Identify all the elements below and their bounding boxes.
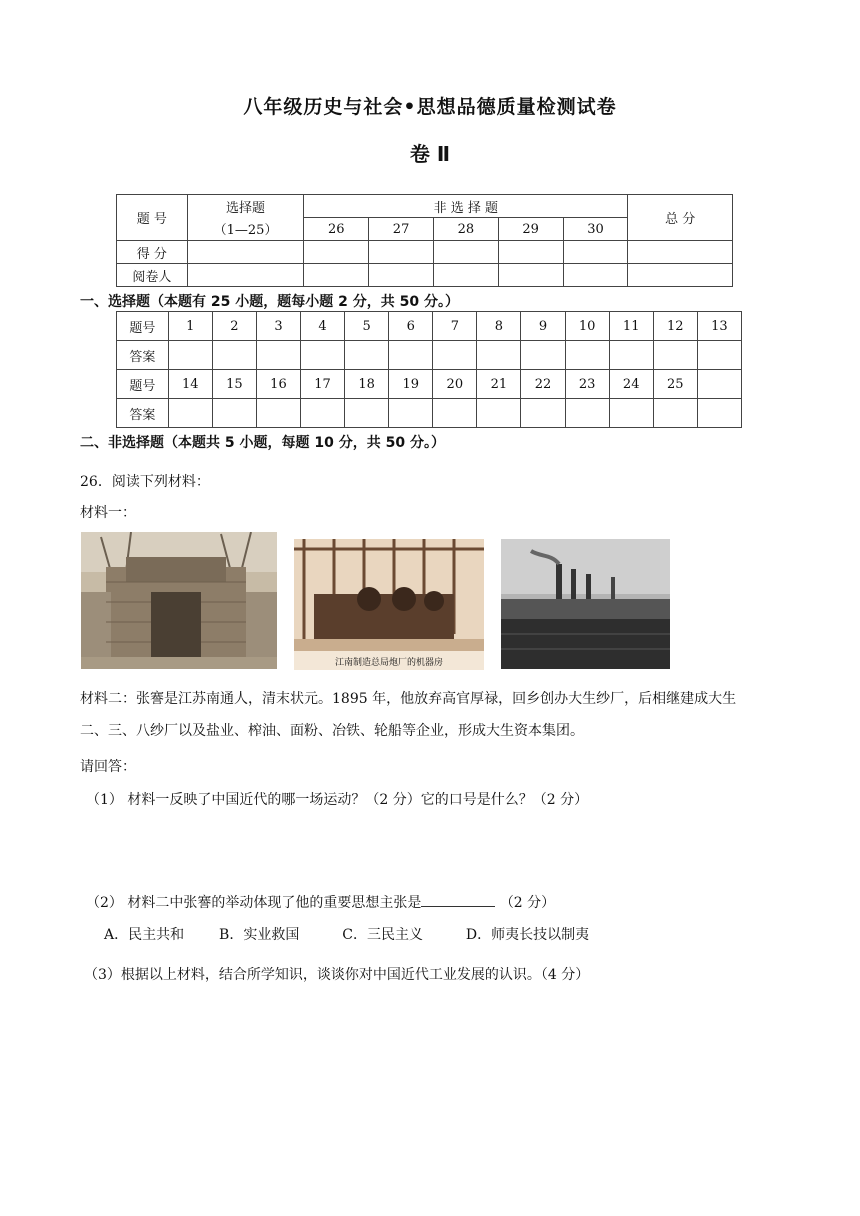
question-number: 5 (345, 312, 389, 341)
question-number: 22 (521, 370, 565, 399)
answer-number-row-2 (117, 370, 742, 399)
question-number: 3 (256, 312, 300, 341)
score-cell[interactable] (304, 241, 369, 264)
gate-building-image (81, 532, 277, 669)
answer-cell[interactable] (565, 399, 609, 428)
reviewer-cell[interactable] (628, 264, 733, 287)
answer-cell[interactable] (168, 399, 212, 428)
question-number: 24 (609, 370, 653, 399)
answer-cell[interactable] (433, 399, 477, 428)
question-number: 14 (168, 370, 212, 399)
score-cell[interactable] (433, 241, 498, 264)
reviewer-cell[interactable] (433, 264, 498, 287)
factory-chimneys-image (501, 539, 670, 669)
answer-cell[interactable] (609, 399, 653, 428)
material2-line1: 材料二：张謇是江苏南通人，清末状元。1895 年，他放弃高官厚禄，回乡创办大生纱厂，后相继建成大生 (80, 691, 737, 707)
material1-photo-factory (501, 539, 670, 669)
score-cell[interactable] (369, 241, 434, 264)
answer-cell[interactable] (477, 341, 521, 370)
answer-cell[interactable] (256, 341, 300, 370)
answer-blank[interactable] (421, 894, 495, 907)
question-number: 4 (301, 312, 345, 341)
material1-photo-gate (81, 532, 277, 669)
option-a[interactable]: A．民主共和 (104, 927, 185, 943)
choice-header: 选择题 (187, 195, 304, 218)
reviewer-cell[interactable] (304, 264, 369, 287)
option-b[interactable]: B．实业救国 (219, 927, 300, 943)
answer-cell[interactable] (433, 341, 477, 370)
material1-label: 材料一： (80, 505, 136, 521)
sub-question-2-points: （2 分） (499, 895, 556, 911)
answer-cell[interactable] (521, 341, 565, 370)
sub-question-1: （1） 材料一反映了中国近代的哪一场运动？（2 分）它的口号是什么？（2 分） (86, 792, 589, 808)
score-col-29: 29 (498, 218, 563, 241)
sub-question-3: （3）根据以上材料，结合所学知识，谈谈你对中国近代工业发展的认识。（4 分） (84, 967, 590, 983)
reviewer-row-label: 阅卷人 (117, 264, 188, 287)
exam-title: 八年级历史与社会•思想品德质量检测试卷 (243, 96, 617, 118)
answer-cell[interactable] (565, 341, 609, 370)
question-number: 19 (389, 370, 433, 399)
answer-row-2 (117, 399, 742, 428)
sub-question-2-text: （2） 材料二中张謇的举动体现了他的重要思想主张是 (86, 895, 422, 911)
score-row-label: 得 分 (117, 241, 188, 264)
reviewer-cell[interactable] (563, 264, 628, 287)
question-number: 9 (521, 312, 565, 341)
options-row (104, 924, 589, 944)
answer-number-row-1 (117, 312, 742, 341)
answer-cell[interactable] (301, 399, 345, 428)
question-number: 20 (433, 370, 477, 399)
question-number: 13 (697, 312, 741, 341)
answer-cell[interactable] (212, 399, 256, 428)
answer-cell[interactable] (697, 399, 741, 428)
score-col-30: 30 (563, 218, 628, 241)
sub-question-2 (86, 892, 555, 912)
question-number: 1 (168, 312, 212, 341)
answer-cell[interactable] (389, 341, 433, 370)
material1-photo-machine-room (294, 539, 484, 670)
answer-cell[interactable] (653, 341, 697, 370)
question-number: 18 (345, 370, 389, 399)
score-col-26: 26 (304, 218, 369, 241)
question-number: 8 (477, 312, 521, 341)
reviewer-cell[interactable] (369, 264, 434, 287)
option-d[interactable]: D．师夷长技以制夷 (465, 927, 590, 943)
answer-no-label: 题号 (117, 370, 169, 399)
score-table (116, 194, 733, 287)
reviewer-row (117, 264, 733, 287)
answer-cell[interactable] (168, 341, 212, 370)
question-number: 25 (653, 370, 697, 399)
score-col-27: 27 (369, 218, 434, 241)
score-row (117, 241, 733, 264)
question-number: 11 (609, 312, 653, 341)
option-c[interactable]: C．三民主义 (342, 927, 423, 943)
answer-cell[interactable] (697, 341, 741, 370)
question-number: 15 (212, 370, 256, 399)
answer-prompt: 请回答： (80, 759, 136, 775)
section1-heading: 一、选择题（本题有 25 小题，题每小题 2 分，共 50 分。） (80, 294, 459, 310)
question-number: 6 (389, 312, 433, 341)
answer-cell[interactable] (345, 341, 389, 370)
answer-cell[interactable] (521, 399, 565, 428)
question-number: 21 (477, 370, 521, 399)
answer-cell[interactable] (345, 399, 389, 428)
question-number: 17 (301, 370, 345, 399)
answer-row-1 (117, 341, 742, 370)
score-cell[interactable] (563, 241, 628, 264)
answer-cell[interactable] (653, 399, 697, 428)
question-no-header: 题 号 (117, 195, 188, 241)
question-number (697, 370, 741, 399)
total-header: 总 分 (628, 195, 733, 241)
answer-no-label: 题号 (117, 312, 169, 341)
answer-label: 答案 (117, 341, 169, 370)
answer-cell[interactable] (389, 399, 433, 428)
answer-table (116, 311, 742, 428)
score-cell[interactable] (498, 241, 563, 264)
question-number: 23 (565, 370, 609, 399)
question-number: 16 (256, 370, 300, 399)
score-cell[interactable] (628, 241, 733, 264)
score-col-28: 28 (433, 218, 498, 241)
machine-room-caption: 江南制造总局炮厂的机器房 (334, 658, 443, 668)
answer-cell[interactable] (477, 399, 521, 428)
answer-cell[interactable] (609, 341, 653, 370)
non-choice-header: 非 选 择 题 (304, 195, 628, 218)
question-number: 7 (433, 312, 477, 341)
question-number: 12 (653, 312, 697, 341)
q26-intro: 26．阅读下列材料： (80, 474, 210, 490)
answer-label: 答案 (117, 399, 169, 428)
reviewer-cell[interactable] (498, 264, 563, 287)
question-number: 2 (212, 312, 256, 341)
choice-range: （1—25） (187, 218, 304, 241)
exam-subtitle: 卷 Ⅱ (409, 142, 451, 166)
score-cell[interactable] (187, 241, 304, 264)
answer-cell[interactable] (301, 341, 345, 370)
section2-heading: 二、非选择题（本题共 5 小题，每题 10 分，共 50 分。） (80, 435, 445, 451)
answer-cell[interactable] (256, 399, 300, 428)
answer-cell[interactable] (212, 341, 256, 370)
reviewer-cell[interactable] (187, 264, 304, 287)
material2-line2: 二、三、八纱厂以及盐业、榨油、面粉、冶铁、轮船等企业，形成大生资本集团。 (80, 723, 584, 739)
question-number: 10 (565, 312, 609, 341)
machine-room-image (294, 539, 484, 651)
